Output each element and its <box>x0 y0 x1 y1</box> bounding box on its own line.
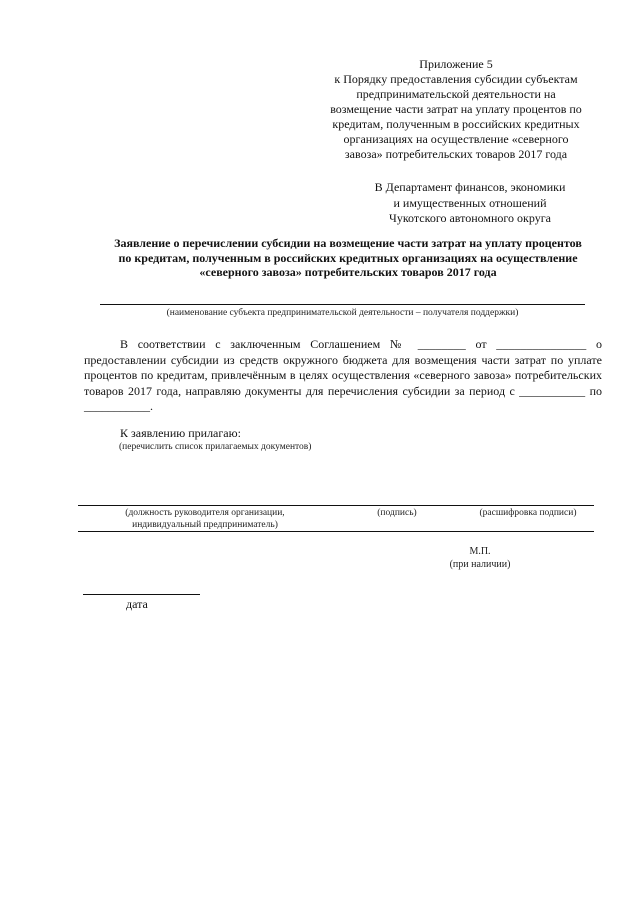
signature-bottom-line <box>78 531 594 532</box>
position-caption <box>100 507 310 531</box>
appendix-line: Приложение 5 <box>419 57 493 71</box>
applicant-caption: (наименование субъекта предпринимательской деятельности – получателя поддержки) <box>166 308 519 318</box>
addressee-line: Чукотского автономного округа <box>389 211 551 225</box>
appendix-line: возмещение части затрат на уплату процентов по <box>330 102 582 116</box>
body-paragraph: В соответствии с заключенным Соглашением № ________ от _______________ о предоставлении субсидии из средств окружного бюджета для возмещения части затрат по уплате процентов по кредитам, привлечённым в целях осуществления «северного завоза» потребительских товаров 2017 года, направляю документы для перечисления субсидии за период с ___________ по ___________. <box>84 337 602 413</box>
signature-decoding-caption: (расшифровка подписи) <box>479 508 577 518</box>
date-label: дата <box>126 597 148 611</box>
stamp-placeholder <box>440 545 520 571</box>
appendix-line: предпринимательской деятельности на <box>356 87 556 101</box>
applicant-name-field[interactable] <box>100 304 585 305</box>
title-line: по кредитам, полученным в российских кредитных организациях на осуществление <box>118 250 578 265</box>
date-field[interactable] <box>83 594 200 595</box>
addressee-block <box>350 180 590 227</box>
attachments-label: К заявлению прилагаю: <box>120 426 241 440</box>
position-caption-line: (должность руководителя организации, <box>125 508 285 518</box>
attachments-hint: (перечислить список прилагаемых документов) <box>119 442 312 452</box>
appendix-block <box>300 57 612 162</box>
appendix-line: к Порядку предоставления субсидии субъектам <box>334 72 578 86</box>
addressee-line: В Департамент финансов, экономики <box>374 180 566 194</box>
stamp-label: М.П. <box>469 546 491 557</box>
document-title <box>78 236 618 280</box>
appendix-line: организациях на осуществление «северного <box>343 132 569 146</box>
signature-top-line[interactable] <box>78 505 594 506</box>
appendix-line: завоза» потребительских товаров 2017 года <box>344 147 568 161</box>
stamp-hint: (при наличии) <box>449 559 511 570</box>
title-line: Заявление о перечислении субсидии на возмещение части затрат на уплату процентов <box>114 236 582 250</box>
appendix-line: кредитам, полученным в российских кредитных <box>332 117 580 131</box>
position-caption-line: индивидуальный предприниматель) <box>132 520 278 530</box>
signature-caption: (подпись) <box>377 508 417 518</box>
title-line: «северного завоза» потребительских товаров 2017 года <box>199 265 497 279</box>
addressee-line: и имущественных отношений <box>393 195 547 210</box>
